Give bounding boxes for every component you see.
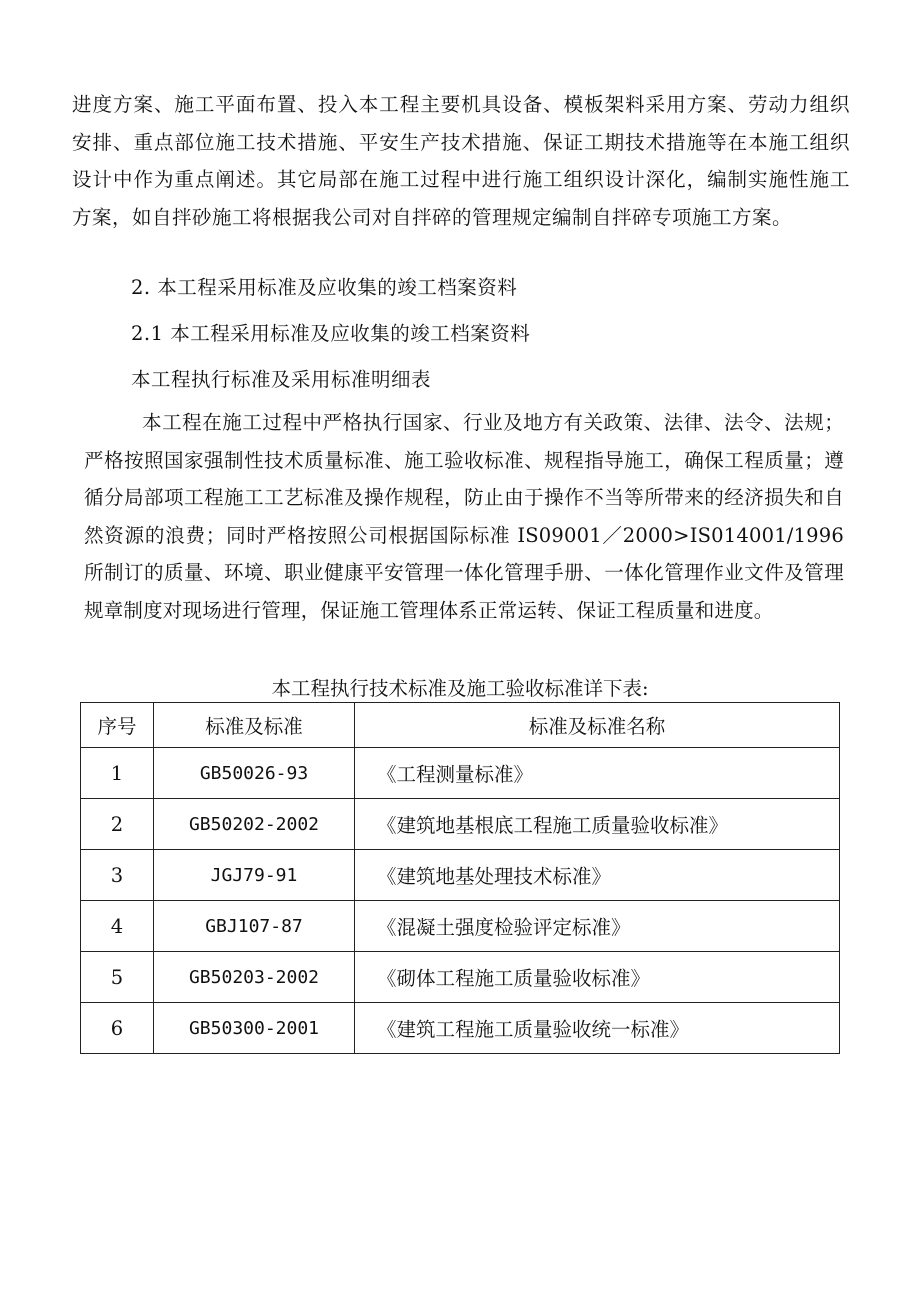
row-standard-name: 《砌体工程施工质量验收标准》 [355,952,840,1003]
body-paragraph: 本工程在施工过程中严格执行国家、行业及地方有关政策、法律、法令、法规；严格按照国家强制性技术质量标准、施工验收标准、规程指导施工，确保工程质量；遵循分局部项工程施工工艺标准及操作规程，防止由于操作不当等所带来的经济损失和自然资源的浪费；同时严格按照公司根据国际标准 IS09001／2000>IS014001/1996 所制订的质量、环境、职业健康平安管理一体化管理手册、一体化管理作业文件及管理规章制度对现场进行管理，保证施工管理体系正常运转、保证工程质量和进度。 [84,411,844,622]
table-row [81,901,840,952]
row-standard-name: 《工程测量标准》 [355,748,840,799]
row-standard-code: GB50202-2002 [154,799,355,850]
header-number: 序号 [81,703,154,748]
table-row [81,952,840,1003]
row-standard-code: GBJ107-87 [154,901,355,952]
header-standard-code: 标准及标准 [154,703,355,748]
section-heading-2: 2. 本工程采用标准及应收集的竣工档案资料 [131,276,518,299]
table-row [81,1003,840,1054]
row-standard-name: 《建筑地基根底工程施工质量验收标准》 [355,799,840,850]
standards-table [80,702,840,1054]
row-standard-code: GB50026-93 [154,748,355,799]
table-list-heading: 本工程执行标准及采用标准明细表 [131,368,432,391]
row-standard-name: 《建筑工程施工质量验收统一标准》 [355,1003,840,1054]
table-row [81,748,840,799]
row-number: 1 [81,748,154,799]
row-number: 6 [81,1003,154,1054]
intro-paragraph: 进度方案、施工平面布置、投入本工程主要机具设备、模板架料采用方案、劳动力组织安排、重点部位施工技术措施、平安生产技术措施、保证工期技术措施等在本施工组织设计中作为重点阐述。其它局部在施工过程中进行施工组织设计深化，编制实施性施工方案，如自拌砂施工将根据我公司对自拌碎的管理规定编制自拌碎专项施工方案。 [72,93,850,229]
row-number: 4 [81,901,154,952]
table-row [81,850,840,901]
table-caption: 本工程执行技术标准及施工验收标准详下表: [271,677,649,700]
row-number: 3 [81,850,154,901]
row-standard-code: GB50300-2001 [154,1003,355,1054]
table-row [81,799,840,850]
row-standard-code: JGJ79-91 [154,850,355,901]
row-number: 5 [81,952,154,1003]
row-standard-code: GB50203-2002 [154,952,355,1003]
row-number: 2 [81,799,154,850]
section-heading-2-1: 2.1 本工程采用标准及应收集的竣工档案资料 [131,322,531,345]
row-standard-name: 《建筑地基处理技术标准》 [355,850,840,901]
table-header-row [81,703,840,748]
row-standard-name: 《混凝土强度检验评定标准》 [355,901,840,952]
header-standard-name: 标准及标准名称 [355,703,840,748]
